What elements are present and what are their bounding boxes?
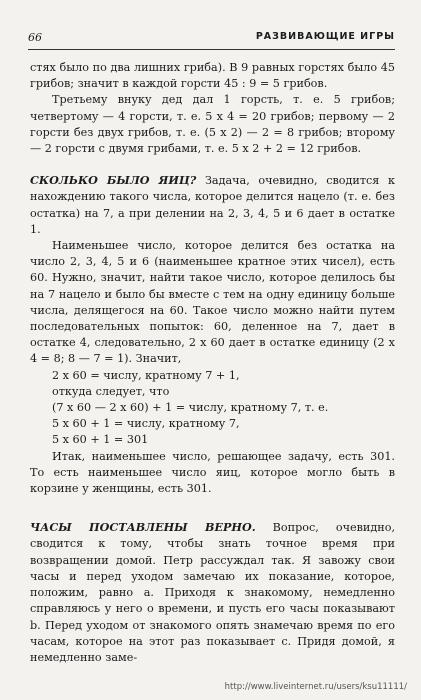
section-clock [30, 519, 395, 666]
section-eggs-heading: СКОЛЬКО БЫЛО ЯИЦ? [30, 173, 197, 188]
watermark-url: http://www.liveinternet.ru/users/ksu11111/ [224, 682, 407, 692]
page-header [28, 31, 395, 50]
page-body [30, 60, 395, 666]
running-title: РАЗВИВАЮЩИЕ ИГРЫ [255, 31, 395, 42]
page-number: 66 [28, 31, 42, 44]
formula-line: 5 х 60 + 1 = числу, кратному 7, [52, 417, 240, 431]
paragraph-grandsons: Третьему внуку дед дал 1 горсть, т. е. 5 грибов; четвертому — 4 горсти, т. е. 5 х 4 = 20 грибов; первому — 2 горсти без двух грибов, т. е. (5 х 2) — 2 = 8 грибов; второму — 2 горсти с двумя грибами, т. е. 5 х 2 + 2 = 12 грибов. [30, 93, 395, 156]
paragraph-continuation: стях было по два лишних гриба). В 9 равных горстях было 45 грибов; значит в каждой горсти 45 : 9 = 5 грибов. [30, 61, 395, 91]
formula-line: 5 х 60 + 1 = 301 [52, 433, 149, 447]
section-clock-heading: ЧАСЫ ПОСТАВЛЕНЫ ВЕРНО. [30, 520, 256, 535]
paragraph-least-multiple: Наименьшее число, которое делится без остатка на число 2, 3, 4, 5 и 6 (наименьшее кратное этих чисел), есть 60. Нужно, значит, найти такое число, которое делилось бы на 7 нацело и было бы вместе с тем на одну единицу больше числа, делящегося на 60. Такое число можно найти путем последовательных попыток: 60, деленное на 7, дает в остатке 4, следовательно, 2 х 60 дает в остатке единицу (2 х 4 = 8; 8 — 7 = 1). Значит, [30, 239, 395, 366]
formula-line: откуда следует, что [52, 384, 170, 398]
section-clock-text: Вопрос, очевидно, сводится к тому, чтобы знать точное время при возвращении домой. Петр рассуждал так. Я завожу свои часы и перед уходом замечаю их показание, которое, положим, равно а. Приходя к знакомому, немедленно справляюсь у него о времени, и пусть его часы показывают b. Перед уходом от знакомого опять знамечаю время по его часам, которое на этот раз показывает с. Придя домой, я немедленно заме- [30, 521, 395, 664]
section-eggs-text: Задача, очевидно, сводится к нахождению такого числа, которое делится нацело (т. е. без остатка) на 7, а при делении на 2, 3, 4, 5 и 6 дает в остатке 1. [30, 174, 396, 236]
section-eggs [30, 172, 395, 238]
paragraph-answer: Итак, наименьшее число, решающее задачу, есть 301. То есть наименьшее число яиц, которое могло быть в корзине у женщины, есть 301. [30, 449, 395, 496]
formula-line: 2 х 60 = числу, кратному 7 + 1, [52, 368, 240, 382]
formula-line: (7 х 60 — 2 х 60) + 1 = числу, кратному 7, т. е. [52, 401, 329, 415]
